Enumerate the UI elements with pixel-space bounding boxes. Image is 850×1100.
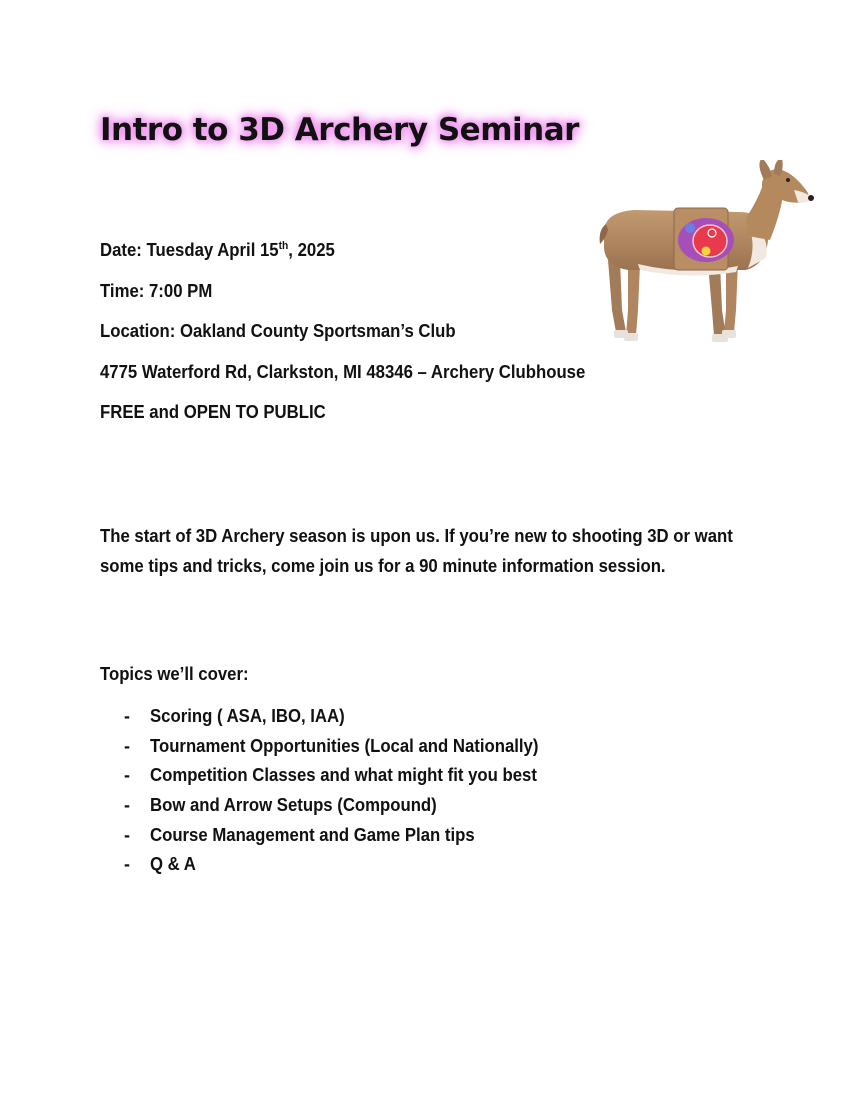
topics-heading: Topics we’ll cover: xyxy=(100,664,249,684)
topic-text: Q & A xyxy=(150,854,196,875)
event-time: Time: 7:00 PM xyxy=(100,280,213,301)
topic-bullet: - xyxy=(124,795,130,816)
topic-bullet: - xyxy=(124,824,130,845)
intro-paragraph: The start of 3D Archery season is upon us. If you’re new to shooting 3D or want some tips and tricks, come join us for a 90 minute information session. xyxy=(100,526,733,576)
topic-bullet: - xyxy=(124,735,130,756)
topic-bullet: - xyxy=(124,765,130,786)
event-location: Location: Oakland County Sportsman’s Club xyxy=(100,321,456,341)
event-admission: FREE and OPEN TO PUBLIC xyxy=(100,402,326,422)
event-date-ordinal: th xyxy=(278,240,289,252)
topic-text: Course Management and Game Plan tips xyxy=(150,824,475,845)
event-details xyxy=(100,240,660,443)
seminar-title: Intro to 3D Archery Seminar xyxy=(100,112,579,148)
event-date-year: , 2025 xyxy=(288,240,335,260)
event-address: 4775 Waterford Rd, Clarkston, MI 48346 – Archery Clubhouse xyxy=(100,361,586,382)
topic-text: Competition Classes and what might fit you best xyxy=(150,765,537,786)
topic-text: Tournament Opportunities (Local and Nationally) xyxy=(150,735,539,756)
event-date-text: Date: Tuesday April 15 xyxy=(100,240,279,260)
event-date xyxy=(100,240,621,281)
topic-bullet: - xyxy=(124,854,130,875)
topic-text: Scoring ( ASA, IBO, IAA) xyxy=(150,706,345,726)
deer-target-icon xyxy=(598,160,820,350)
topic-text: Bow and Arrow Setups (Compound) xyxy=(150,795,437,816)
topic-bullet: - xyxy=(124,706,130,726)
